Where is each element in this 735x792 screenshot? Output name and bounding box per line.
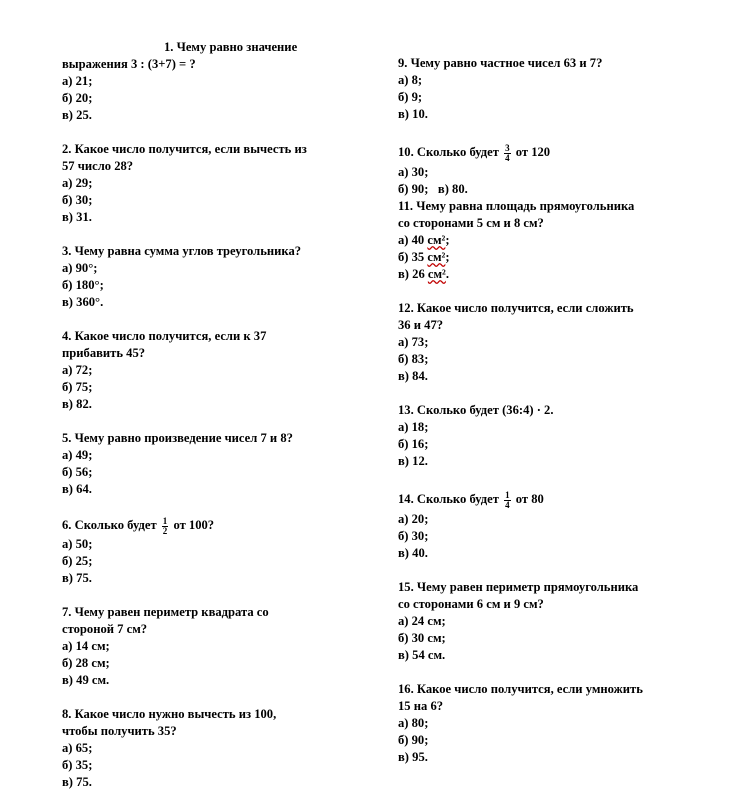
question-2-answer-c: в) 31. — [62, 210, 92, 224]
question-6-answer-c: в) 75. — [62, 571, 92, 585]
question-5-answer-b: б) 56; — [62, 465, 93, 479]
question-14 — [398, 487, 698, 562]
question-2-text-line-1: 2. Какое число получится, если вычесть из — [62, 142, 307, 156]
question-13-text: 13. Сколько будет (36:4) · 2. — [398, 403, 554, 417]
question-9-answer-c: в) 10. — [398, 107, 428, 121]
question-16-answer-b: б) 90; — [398, 733, 429, 747]
question-8 — [62, 706, 362, 791]
question-3 — [62, 243, 362, 311]
question-9 — [398, 55, 698, 123]
question-5-answer-a: а) 49; — [62, 448, 93, 462]
question-4 — [62, 328, 362, 413]
fraction — [162, 517, 169, 536]
question-2-answer-b: б) 30; — [62, 193, 93, 207]
question-7-answer-a: а) 14 см; — [62, 639, 110, 653]
fraction-denominator: 4 — [505, 499, 510, 510]
question-11-text-line-2: со сторонами 5 см и 8 см? — [398, 216, 544, 230]
question-10-answers-bc — [398, 181, 698, 198]
question-11-text-line-1: 11. Чему равна площадь прямоугольника — [398, 199, 635, 213]
question-6 — [62, 515, 362, 587]
question-1-text-line-1: 1. Чему равно значение — [164, 40, 298, 54]
question-10 — [398, 140, 698, 198]
question-11-answer-a — [398, 232, 698, 249]
question-1-text-line-2: выражения 3 : (3+7) = ? — [62, 57, 196, 71]
question-10-answer-a: а) 30; — [398, 165, 429, 179]
unit-label: см² — [427, 250, 446, 264]
question-7-answer-b: б) 28 см; — [62, 656, 110, 670]
question-8-answer-a: а) 65; — [62, 741, 93, 755]
question-4-answer-c: в) 82. — [62, 397, 92, 411]
unit-label: см² — [427, 233, 446, 247]
question-7 — [62, 604, 362, 689]
left-column — [62, 39, 362, 791]
question-11-answer-b — [398, 249, 698, 266]
question-12-text-line-2: 36 и 47? — [398, 318, 444, 332]
question-14-text — [398, 487, 698, 511]
question-10-text — [398, 140, 698, 164]
question-14-text-post: от 80 — [515, 492, 544, 506]
question-8-text-line-1: 8. Какое число нужно вычесть из 100, — [62, 707, 277, 721]
answer-prefix: б) 35 — [398, 250, 428, 264]
question-11 — [398, 198, 698, 283]
question-15 — [398, 579, 698, 664]
question-3-text: 3. Чему равна сумма углов треугольника? — [62, 244, 302, 258]
question-14-answer-c: в) 40. — [398, 546, 428, 560]
question-15-answer-a: а) 24 см; — [398, 614, 446, 628]
unit-label: см² — [427, 267, 446, 281]
question-13-answer-c: в) 12. — [398, 454, 428, 468]
question-2-answer-a: а) 29; — [62, 176, 93, 190]
question-15-text-line-1: 15. Чему равен периметр прямоугольника — [398, 580, 639, 594]
question-16-text-line-2: 15 на 6? — [398, 699, 444, 713]
question-14-answer-b: б) 30; — [398, 529, 429, 543]
answer-suffix: ; — [445, 250, 450, 264]
question-6-text-pre: 6. Сколько будет — [62, 518, 157, 532]
question-6-text-post: от 100? — [173, 518, 215, 532]
question-1 — [62, 39, 362, 124]
fraction — [504, 491, 511, 510]
question-12-text-line-1: 12. Какое число получится, если сложить — [398, 301, 634, 315]
question-1-answer-c: в) 25. — [62, 108, 92, 122]
question-14-answer-a: а) 20; — [398, 512, 429, 526]
question-8-answer-c: в) 75. — [62, 775, 92, 789]
question-3-answer-c: в) 360°. — [62, 295, 104, 309]
question-3-answer-b: б) 180°; — [62, 278, 104, 292]
question-4-answer-b: б) 75; — [62, 380, 93, 394]
fraction-denominator: 2 — [162, 525, 168, 536]
question-7-answer-c: в) 49 см. — [62, 673, 110, 687]
right-column — [398, 55, 698, 766]
question-10-text-pre: 10. Сколько будет — [398, 145, 499, 159]
question-13-answer-b: б) 16; — [398, 437, 429, 451]
question-1-answer-a: а) 21; — [62, 74, 93, 88]
fraction-numerator: 1 — [162, 515, 168, 526]
question-1-answer-b: б) 20; — [62, 91, 93, 105]
question-10-text-post: от 120 — [515, 145, 551, 159]
question-13-answer-a: а) 18; — [398, 420, 429, 434]
question-16-answer-c: в) 95. — [398, 750, 428, 764]
question-5 — [62, 430, 362, 498]
question-6-text — [62, 515, 362, 536]
question-5-text: 5. Чему равно произведение чисел 7 и 8? — [62, 431, 293, 445]
answer-suffix: ; — [445, 233, 450, 247]
question-9-answer-b: б) 9; — [398, 90, 423, 104]
question-10-answer-c: в) 80. — [437, 182, 468, 196]
question-12-answer-c: в) 84. — [398, 369, 428, 383]
question-15-text-line-2: со сторонами 6 см и 9 см? — [398, 597, 544, 611]
question-7-text-line-1: 7. Чему равен периметр квадрата со — [62, 605, 269, 619]
question-9-text: 9. Чему равно частное чисел 63 и 7? — [398, 56, 603, 70]
question-6-answer-a: а) 50; — [62, 537, 93, 551]
answer-prefix: а) 40 — [398, 233, 428, 247]
answer-suffix: . — [445, 267, 449, 281]
question-14-text-pre: 14. Сколько будет — [398, 492, 499, 506]
fraction-denominator: 4 — [505, 152, 510, 163]
question-15-answer-b: б) 30 см; — [398, 631, 446, 645]
question-16-answer-a: а) 80; — [398, 716, 429, 730]
answer-prefix: в) 26 — [398, 267, 428, 281]
question-2 — [62, 141, 362, 226]
fraction — [504, 144, 511, 163]
question-10-answer-b: б) 90; — [398, 182, 429, 196]
question-4-answer-a: а) 72; — [62, 363, 93, 377]
question-11-answer-c — [398, 266, 698, 283]
question-6-answer-b: б) 25; — [62, 554, 93, 568]
question-2-text-line-2: 57 число 28? — [62, 159, 134, 173]
question-8-text-line-2: чтобы получить 35? — [62, 724, 177, 738]
question-4-text-line-2: прибавить 45? — [62, 346, 146, 360]
fraction-numerator: 3 — [505, 142, 510, 153]
question-15-answer-c: в) 54 см. — [398, 648, 446, 662]
fraction-numerator: 1 — [505, 489, 510, 500]
question-7-text-line-2: стороной 7 см? — [62, 622, 148, 636]
question-12 — [398, 300, 698, 385]
question-9-answer-a: а) 8; — [398, 73, 423, 87]
question-16-text-line-1: 16. Какое число получится, если умножить — [398, 682, 643, 696]
question-13 — [398, 402, 698, 470]
question-12-answer-a: а) 73; — [398, 335, 429, 349]
question-3-answer-a: а) 90°; — [62, 261, 98, 275]
question-4-text-line-1: 4. Какое число получится, если к 37 — [62, 329, 267, 343]
question-8-answer-b: б) 35; — [62, 758, 93, 772]
question-5-answer-c: в) 64. — [62, 482, 92, 496]
question-12-answer-b: б) 83; — [398, 352, 429, 366]
question-16 — [398, 681, 698, 766]
